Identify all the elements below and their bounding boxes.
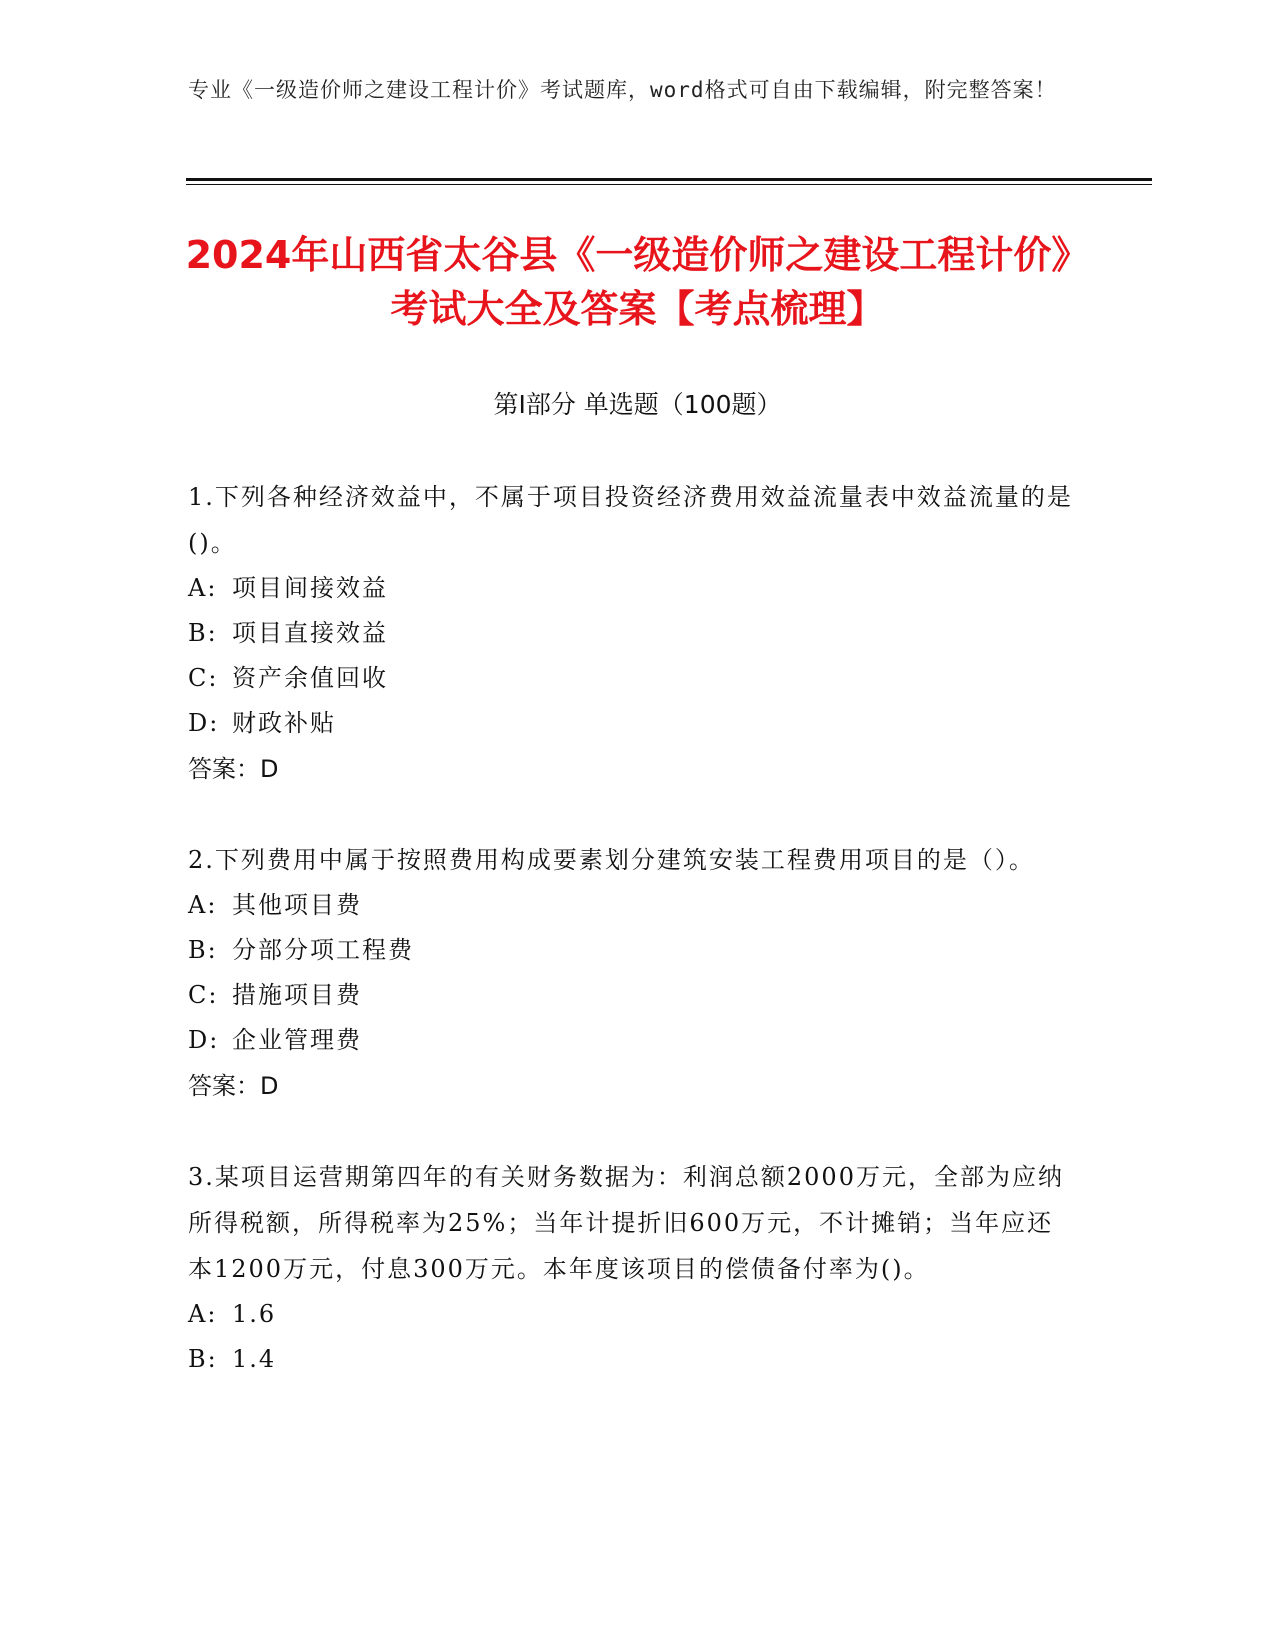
option-b <box>188 611 1073 656</box>
option-text: 财政补贴 <box>232 709 336 737</box>
section-title: 第Ⅰ部分 单选题（100题） <box>493 390 782 419</box>
question-2 <box>188 837 1073 1109</box>
question-stem: 1.下列各种经济效益中，不属于项目投资经济费用效益流量表中效益流量的是()。 <box>188 483 1073 557</box>
option-key: B: <box>188 619 218 647</box>
option-d <box>188 1018 1073 1063</box>
option-text: 措施项目费 <box>232 981 362 1009</box>
option-key: B: <box>188 1345 218 1373</box>
option-a <box>188 883 1073 928</box>
option-key: B: <box>188 936 218 964</box>
option-d <box>188 701 1073 746</box>
question-answer: 答案：D <box>188 755 279 783</box>
option-key: C: <box>188 981 219 1009</box>
document-title: 2024年山西省太谷县《一级造价师之建设工程计价》考试大全及答案【考点梳理】 <box>185 233 1090 331</box>
question-stem: 3.某项目运营期第四年的有关财务数据为：利润总额2000万元，全部为应纳所得税额，所得税率为25%；当年计提折旧600万元，不计摊销；当年应还本1200万元，付息300万元。本年度该项目的偿债备付率为()。 <box>188 1163 1064 1283</box>
option-key: C: <box>188 664 219 692</box>
option-text: 1.6 <box>232 1300 277 1328</box>
question-list <box>188 474 1073 1427</box>
option-key: D: <box>188 709 220 737</box>
option-text: 资产余值回收 <box>232 664 388 692</box>
header-note: 专业《一级造价师之建设工程计价》考试题库，word格式可自由下载编辑，附完整答案！ <box>188 78 1057 102</box>
option-key: A: <box>188 1300 218 1328</box>
question-answer: 答案：D <box>188 1072 279 1100</box>
option-a <box>188 566 1073 611</box>
header-divider-thick <box>186 178 1152 181</box>
option-key: D: <box>188 1026 220 1054</box>
option-key: A: <box>188 574 218 602</box>
option-text: 1.4 <box>232 1345 277 1373</box>
option-text: 项目间接效益 <box>232 574 388 602</box>
option-text: 项目直接效益 <box>232 619 388 647</box>
option-key: A: <box>188 891 218 919</box>
option-c <box>188 656 1073 701</box>
option-b <box>188 1337 1073 1382</box>
option-text: 分部分项工程费 <box>232 936 414 964</box>
question-1 <box>188 474 1073 792</box>
question-3 <box>188 1154 1073 1382</box>
question-stem: 2.下列费用中属于按照费用构成要素划分建筑安装工程费用项目的是（）。 <box>188 846 1035 874</box>
option-a <box>188 1292 1073 1337</box>
header-divider-thin <box>186 184 1152 185</box>
option-text: 其他项目费 <box>232 891 362 919</box>
option-text: 企业管理费 <box>232 1026 362 1054</box>
option-b <box>188 928 1073 973</box>
option-c <box>188 973 1073 1018</box>
